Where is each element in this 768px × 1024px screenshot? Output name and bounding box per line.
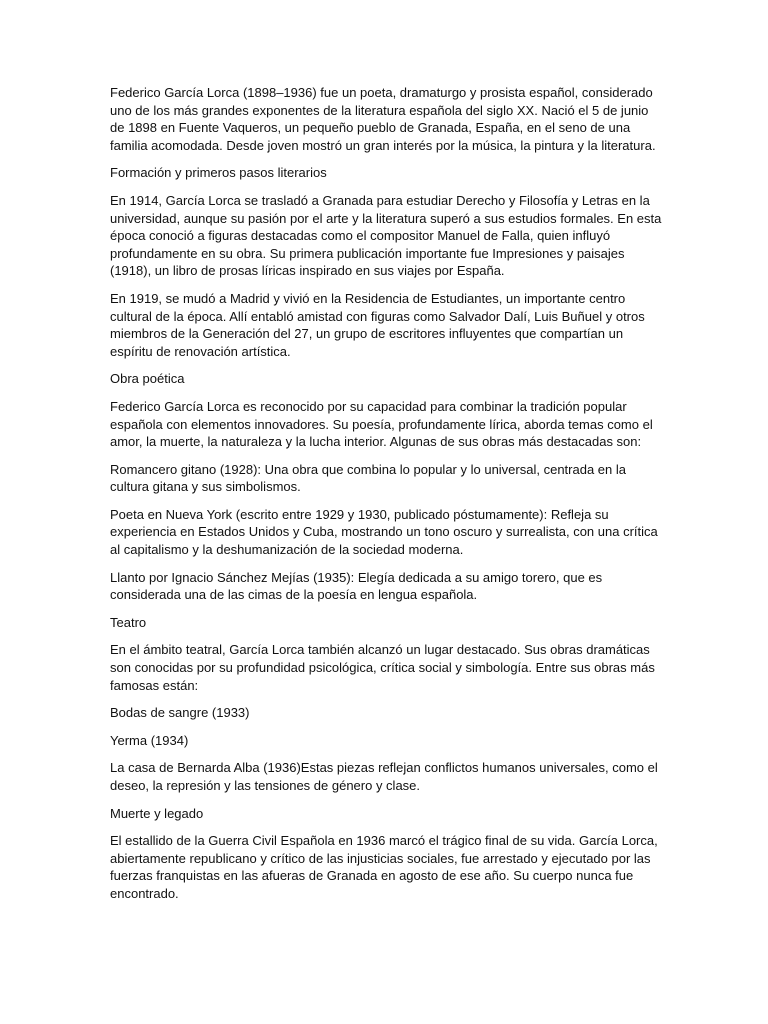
list-item-bernarda-alba: La casa de Bernarda Alba (1936)Estas piezas reflejan conflictos humanos universales, como el deseo, la represión y las tensiones de género y clase. [110, 760, 658, 793]
section-heading-teatro: Teatro [110, 614, 147, 630]
list-item-yerma: Yerma (1934) [110, 732, 189, 748]
list-item-bodas: Bodas de sangre (1933) [110, 705, 250, 721]
paragraph-poetica: Federico García Lorca es reconocido por su capacidad para combinar la tradición popular española con elementos innovadores. Su poesía, profundamente lírica, aborda temas como el amor, la muerte, la naturaleza y la lucha interior. Algunas de sus obras más destacadas son: [110, 398, 653, 450]
paragraph-madrid: En 1919, se mudó a Madrid y vivió en la Residencia de Estudiantes, un importante centro cultural de la época. Allí entabló amistad con figuras como Salvador Dalí, Luis Buñuel y otros miembros de la Generación del 27, un grupo de escritores influyentes que compartían un espíritu de renovación artística. [110, 290, 645, 359]
list-item-llanto: Llanto por Ignacio Sánchez Mejías (1935): Elegía dedicada a su amigo torero, que es considerada una de las cimas de la poesía en lengua española. [110, 569, 603, 603]
section-heading-muerte: Muerte y legado [110, 805, 204, 821]
section-heading-formacion: Formación y primeros pasos literarios [110, 165, 327, 181]
intro-paragraph: Federico García Lorca (1898–1936) fue un poeta, dramaturgo y prosista español, considerado uno de los más grandes exponentes de la literatura española del siglo XX. Nació el 5 de junio de 1898 en Fuente Vaqueros, un pequeño pueblo de Granada, España, en el seno de una familia acomodada. Desde joven mostró un gran interés por la música, la pintura y la literatura. [110, 85, 656, 153]
paragraph-muerte: El estallido de la Guerra Civil Española en 1936 marcó el trágico final de su vida. García Lorca, abiertamente republicano y crítico de las injusticias sociales, fue arrestado y ejecutado por las fuerzas franquistas en las afueras de Granada en agosto de ese año. Su cuerpo nunca fue encontrado. [110, 833, 658, 901]
paragraph-granada: En 1914, García Lorca se trasladó a Granada para estudiar Derecho y Filosofía y Letras en la universidad, aunque su pasión por el arte y la literatura superó a sus estudios formales. En esta época conoció a figuras destacadas como el compositor Manuel de Falla, quien influyó profundamente en su obra. Su primera publicación importante fue Impresiones y paisajes (1918), un libro de prosas líricas inspirado en sus viajes por España. [110, 192, 662, 279]
list-item-romancero: Romancero gitano (1928): Una obra que combina lo popular y lo universal, centrada en la cultura gitana y sus simbolismos. [110, 461, 626, 495]
section-heading-obra-poetica: Obra poética [110, 371, 185, 387]
document-page [110, 84, 662, 913]
list-item-poeta-nueva-york: Poeta en Nueva York (escrito entre 1929 y 1930, publicado póstumamente): Refleja su experiencia en Estados Unidos y Cuba, mostrando un tono oscuro y surrealista, con una crítica al capitalismo y la deshumanización de la sociedad moderna. [110, 506, 658, 558]
paragraph-teatro: En el ámbito teatral, García Lorca también alcanzó un lugar destacado. Sus obras dramáticas son conocidas por su profundidad psicológica, crítica social y simbología. Entre sus obras más famosas están: [110, 642, 655, 693]
